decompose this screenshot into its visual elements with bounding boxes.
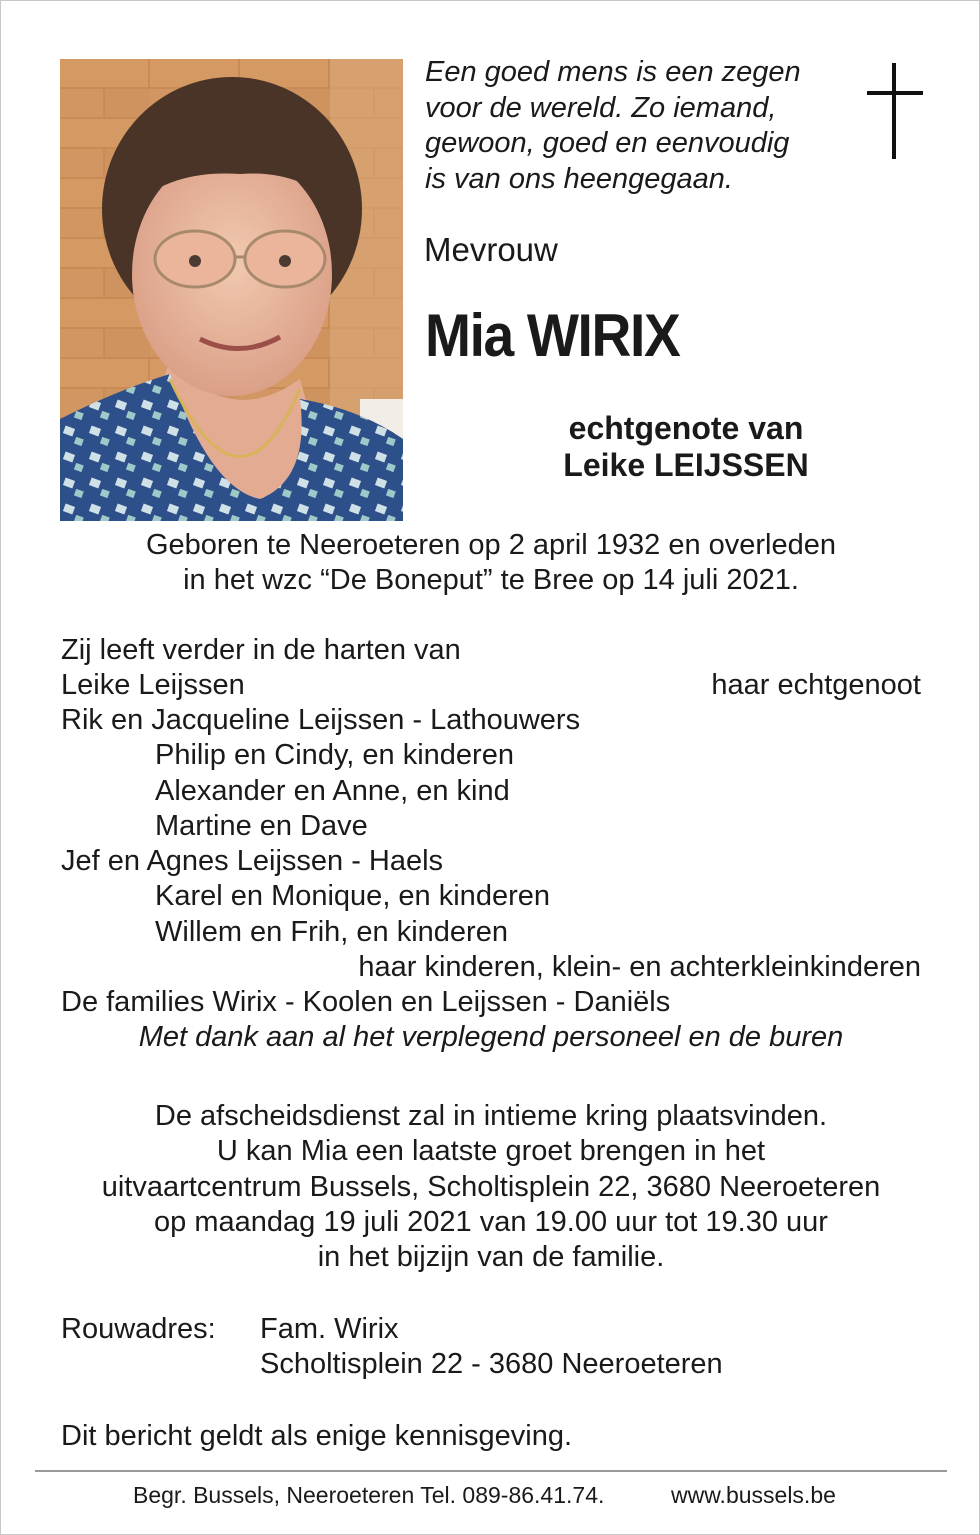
mourner-spouse: Leike Leijssen	[61, 669, 245, 701]
mourner-family: Rik en Jacqueline Leijssen - Lathouwers	[61, 704, 581, 736]
service-line: U kan Mia een laatste groet brengen in het	[216, 1135, 766, 1168]
portrait-photo	[60, 59, 403, 521]
mourner-family: Jef en Agnes Leijssen - Haels	[61, 845, 444, 877]
notice: Dit bericht geldt als enige kennisgeving.	[61, 1420, 573, 1452]
service-line: De afscheidsdienst zal in intieme kring plaatsvinden.	[154, 1100, 828, 1132]
mourner-grandchild: Willem en Frih, en kinderen	[155, 916, 508, 948]
spouse-block	[501, 410, 871, 484]
relation-label: echtgenote van	[568, 410, 804, 446]
title-prefix: Mevrouw	[424, 231, 558, 268]
quote	[425, 55, 845, 197]
thanks-note: Met dank aan al het verplegend personeel en de buren	[138, 1021, 844, 1053]
life-dates	[1, 528, 980, 599]
website-link[interactable]: www.bussels.be	[671, 1482, 836, 1508]
mourner-grandchild: Alexander en Anne, en kind	[155, 775, 510, 807]
mourner-families: De families Wirix - Koolen en Leijssen - Daniëls	[61, 986, 671, 1018]
life-line: in het wzc “De Boneput” te Bree op 14 juli 2021.	[183, 564, 799, 597]
latin-cross-icon	[867, 63, 923, 159]
service-line: in het bijzijn van de familie.	[317, 1241, 665, 1274]
spouse-name: Leike LEIJSSEN	[563, 447, 809, 483]
portrait-image	[60, 59, 403, 521]
mourner-grandchild: Karel en Monique, en kinderen	[155, 880, 550, 912]
quote-line: gewoon, goed en eenvoudig	[425, 127, 790, 159]
address-label: Rouwadres:	[61, 1313, 216, 1345]
service-info	[1, 1099, 980, 1275]
deceased-name: Mia WIRIX	[425, 302, 680, 369]
quote-line: voor de wereld. Zo iemand,	[425, 91, 777, 124]
address-line: Fam. Wirix	[260, 1313, 399, 1345]
service-line: uitvaartcentrum Bussels, Scholtisplein 22, 3680 Neeroeteren	[101, 1170, 881, 1203]
mourners-intro: Zij leeft verder in de harten van	[61, 634, 461, 666]
mourner-grandchild: Martine en Dave	[155, 810, 368, 842]
mourner-grandchild: Philip en Cindy, en kinderen	[155, 739, 514, 771]
quote-line: Een goed mens is een zegen	[425, 56, 801, 88]
mourner-spouse-role: haar echtgenoot	[711, 669, 921, 701]
life-line: Geboren te Neeroeteren op 2 april 1932 en overleden	[145, 529, 837, 561]
service-line: op maandag 19 juli 2021 van 19.00 uur tot 19.30 uur	[154, 1205, 828, 1238]
address-line: Scholtisplein 22 - 3680 Neeroeteren	[260, 1348, 723, 1380]
mourner-children-role: haar kinderen, klein- en achterkleinkinderen	[358, 951, 921, 983]
quote-line: is van ons heengegaan.	[425, 162, 733, 195]
footer-divider	[35, 1470, 947, 1472]
undertaker-info: Begr. Bussels, Neeroeteren Tel. 089-86.41.74.	[133, 1482, 605, 1508]
